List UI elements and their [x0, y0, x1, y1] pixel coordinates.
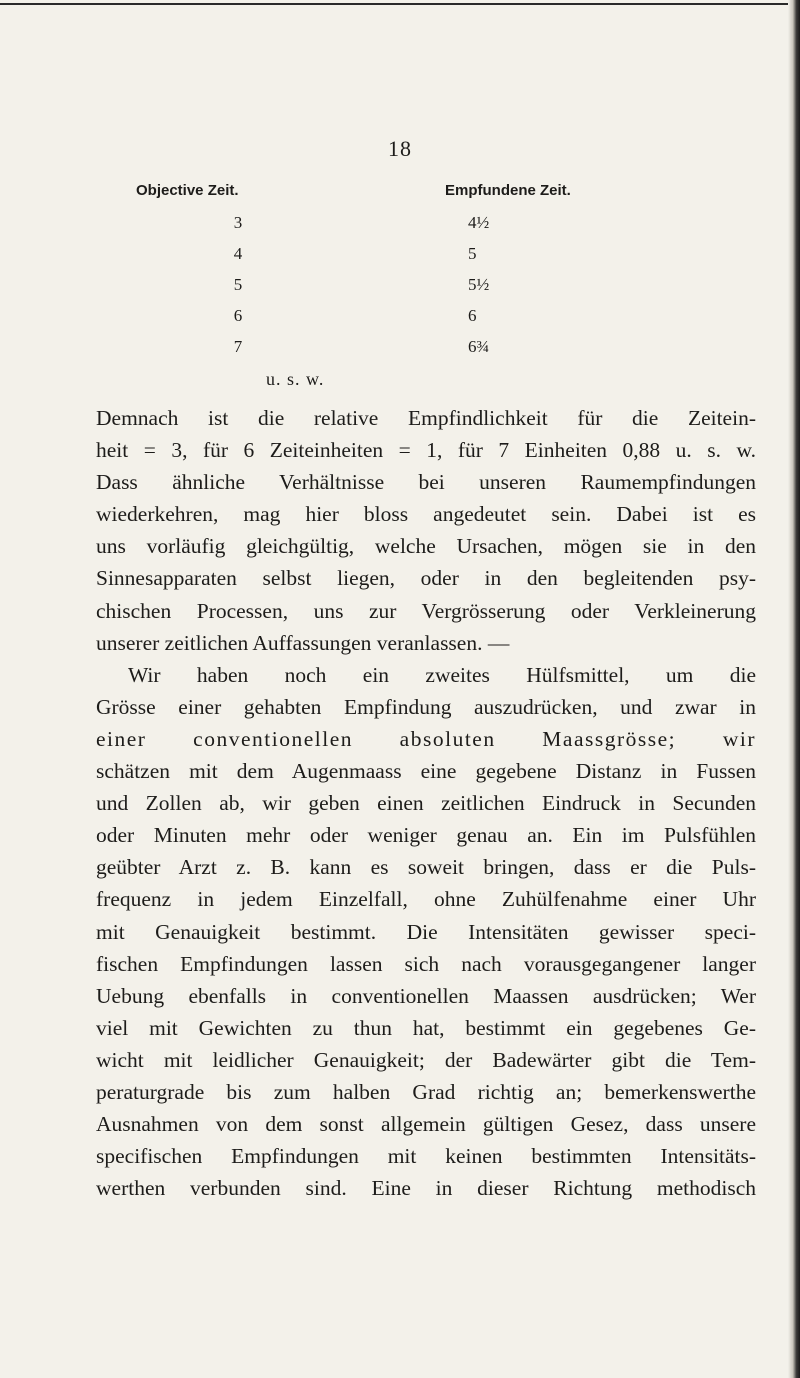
page-edge-shadow [788, 0, 800, 1378]
page-number: 18 [388, 136, 412, 161]
text-line: Sinnesapparaten selbst liegen, oder in den begleitenden psy- [96, 566, 756, 591]
text-line: specifischen Empfindungen mit keinen bestimmten Intensitäts- [96, 1144, 756, 1169]
objective-cell: 3 [233, 213, 243, 232]
text-line: werthen verbunden sind. Eine in dieser Richtung methodisch [96, 1176, 756, 1201]
text-line: schätzen mit dem Augenmaass eine gegebene Distanz in Fussen [96, 759, 756, 784]
text-line: viel mit Gewichten zu thun hat, bestimmt ein gegebenes Ge- [96, 1015, 756, 1040]
table-header-perceived: Empfundene Zeit. [445, 182, 571, 199]
text-line: wiederkehren, mag hier bloss angedeutet sein. Dabei ist es [96, 502, 756, 527]
text-line: geübter Arzt z. B. kann es soweit bringen, dass er die Puls- [96, 855, 756, 880]
perceived-cell: 6¾ [468, 337, 490, 356]
text-line: fischen Empfindungen lassen sich nach vorausgegangener langer [96, 951, 756, 976]
text-line: Dass ähnliche Verhältnisse bei unseren Raumempfindungen [96, 470, 756, 495]
text-line: wicht mit leidlicher Genauigkeit; der Badewärter gibt die Tem- [96, 1047, 756, 1072]
text-line: Demnach ist die relative Empfindlichkeit für die Zeitein- [96, 406, 756, 430]
text-line: Wir haben noch ein zweites Hülfsmittel, um die [128, 662, 756, 687]
text-line: Uebung ebenfalls in conventionellen Maassen ausdrücken; Wer [96, 983, 756, 1008]
top-edge-rule [0, 3, 790, 5]
objective-cell: 5 [233, 275, 243, 294]
text-line: oder Minuten mehr oder weniger genau an. Ein im Pulsfühlen [96, 823, 756, 848]
text-line: unserer zeitlichen Auffassungen veranlassen. — [96, 630, 510, 655]
objective-cell: 6 [233, 306, 243, 325]
objective-cell: 7 [233, 337, 243, 356]
table-header-objective: Objective Zeit. [136, 182, 239, 199]
text-line: uns vorläufig gleichgültig, welche Ursachen, mögen sie in den [96, 534, 756, 559]
text-line: einer conventionellen absoluten Maassgrösse; wir [96, 726, 756, 751]
perceived-cell: 5½ [468, 275, 490, 294]
text-line: peraturgrade bis zum halben Grad richtig an; bemerkenswerthe [96, 1079, 756, 1104]
text-line: chischen Processen, uns zur Vergrösserung oder Verkleinerung [96, 598, 756, 623]
perceived-cell: 5 [468, 244, 477, 263]
text-line: mit Genauigkeit bestimmt. Die Intensitäten gewisser speci- [96, 919, 756, 944]
perceived-cell: 4½ [468, 213, 490, 232]
text-line: heit = 3, für 6 Zeiteinheiten = 1, für 7 Einheiten 0,88 u. s. w. [96, 438, 756, 463]
text-line: und Zollen ab, wir geben einen zeitlichen Eindruck in Secunden [96, 791, 756, 816]
text-line: Ausnahmen von dem sonst allgemein gültigen Gesez, dass unsere [96, 1112, 756, 1137]
body-paragraph [96, 402, 756, 1204]
text-line: frequenz in jedem Einzelfall, ohne Zuhülfenahme einer Uhr [96, 887, 756, 912]
table-footer: u. s. w. [266, 369, 325, 389]
perceived-cell: 6 [468, 306, 477, 325]
objective-cell: 4 [233, 244, 243, 263]
text-line: Grösse einer gehabten Empfindung auszudrücken, und zwar in [96, 694, 756, 719]
